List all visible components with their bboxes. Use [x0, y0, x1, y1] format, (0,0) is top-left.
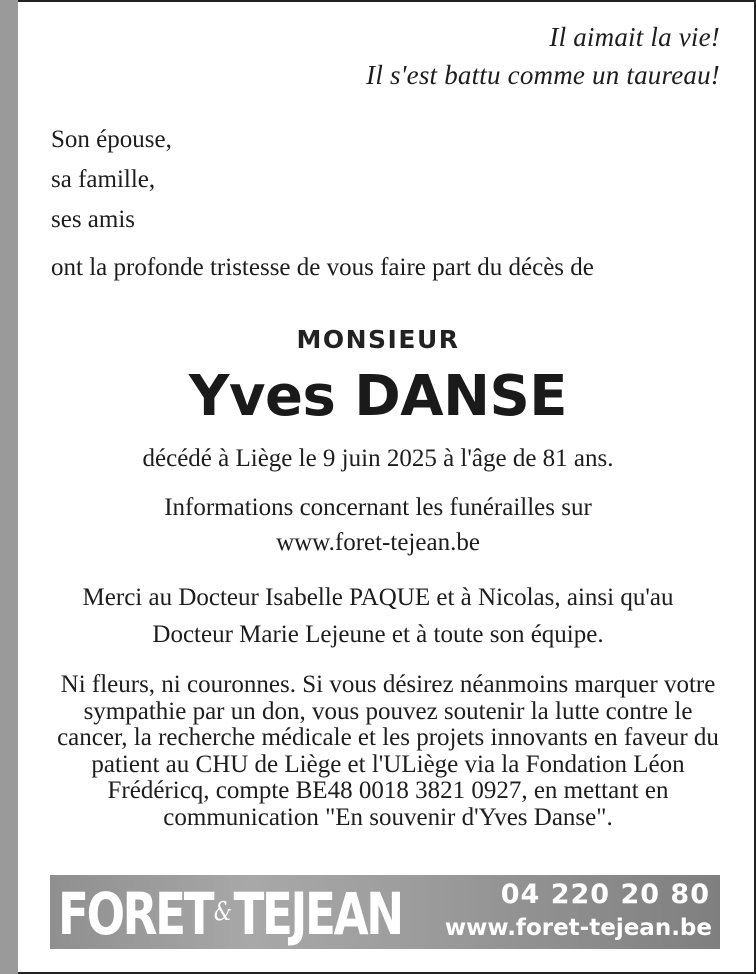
funeral-home-phone: 04 220 20 80 — [500, 879, 710, 910]
logo-part-1: FORET — [58, 880, 213, 948]
death-details: décédé à Liège le 9 juin 2025 à l'âge de 81 ans. — [142, 445, 614, 472]
logo-ampersand: & — [213, 897, 232, 927]
quote-line-2: Il s'est battu comme un taureau! — [366, 60, 720, 90]
thanks-line-1: Merci au Docteur Isabelle PAQUE et à Nicolas, ainsi qu'au — [82, 584, 674, 611]
quote-line-1: Il aimait la vie! — [549, 22, 720, 52]
left-margin-bar — [0, 0, 18, 974]
logo-part-2: TEJEAN — [233, 880, 402, 948]
intro-spouse: Son épouse, — [51, 126, 172, 153]
intro-announcement: ont la profonde tristesse de vous faire part du décès de — [51, 254, 594, 281]
funeral-info-text: Informations concernant les funérailles sur — [164, 494, 592, 521]
thanks-line-2: Docteur Marie Lejeune et à toute son équipe. — [152, 621, 604, 648]
donation-paragraph: Ni fleurs, ni couronnes. Si vous désirez néanmoins marquer votre sympathie par un don, vous pouvez soutenir la lutte contre le cancer, la recherche médicale et les projets innovants en faveur du patient au CHU de Liège et l'ULiège via la Fondation Léon Frédéricq, compte BE48 0018 3821 0927, en mettant en communication "En souvenir d'Yves Danse". — [57, 671, 719, 831]
funeral-home-banner — [50, 875, 720, 949]
deceased-name: Yves DANSE — [188, 364, 568, 429]
intro-friends: ses amis — [51, 206, 136, 233]
funeral-home-logo — [58, 879, 402, 947]
funeral-info-url: www.foret-tejean.be — [276, 529, 480, 556]
deceased-title: MONSIEUR — [296, 325, 460, 354]
intro-family: sa famille, — [51, 166, 156, 193]
funeral-home-url: www.foret-tejean.be — [444, 915, 712, 941]
